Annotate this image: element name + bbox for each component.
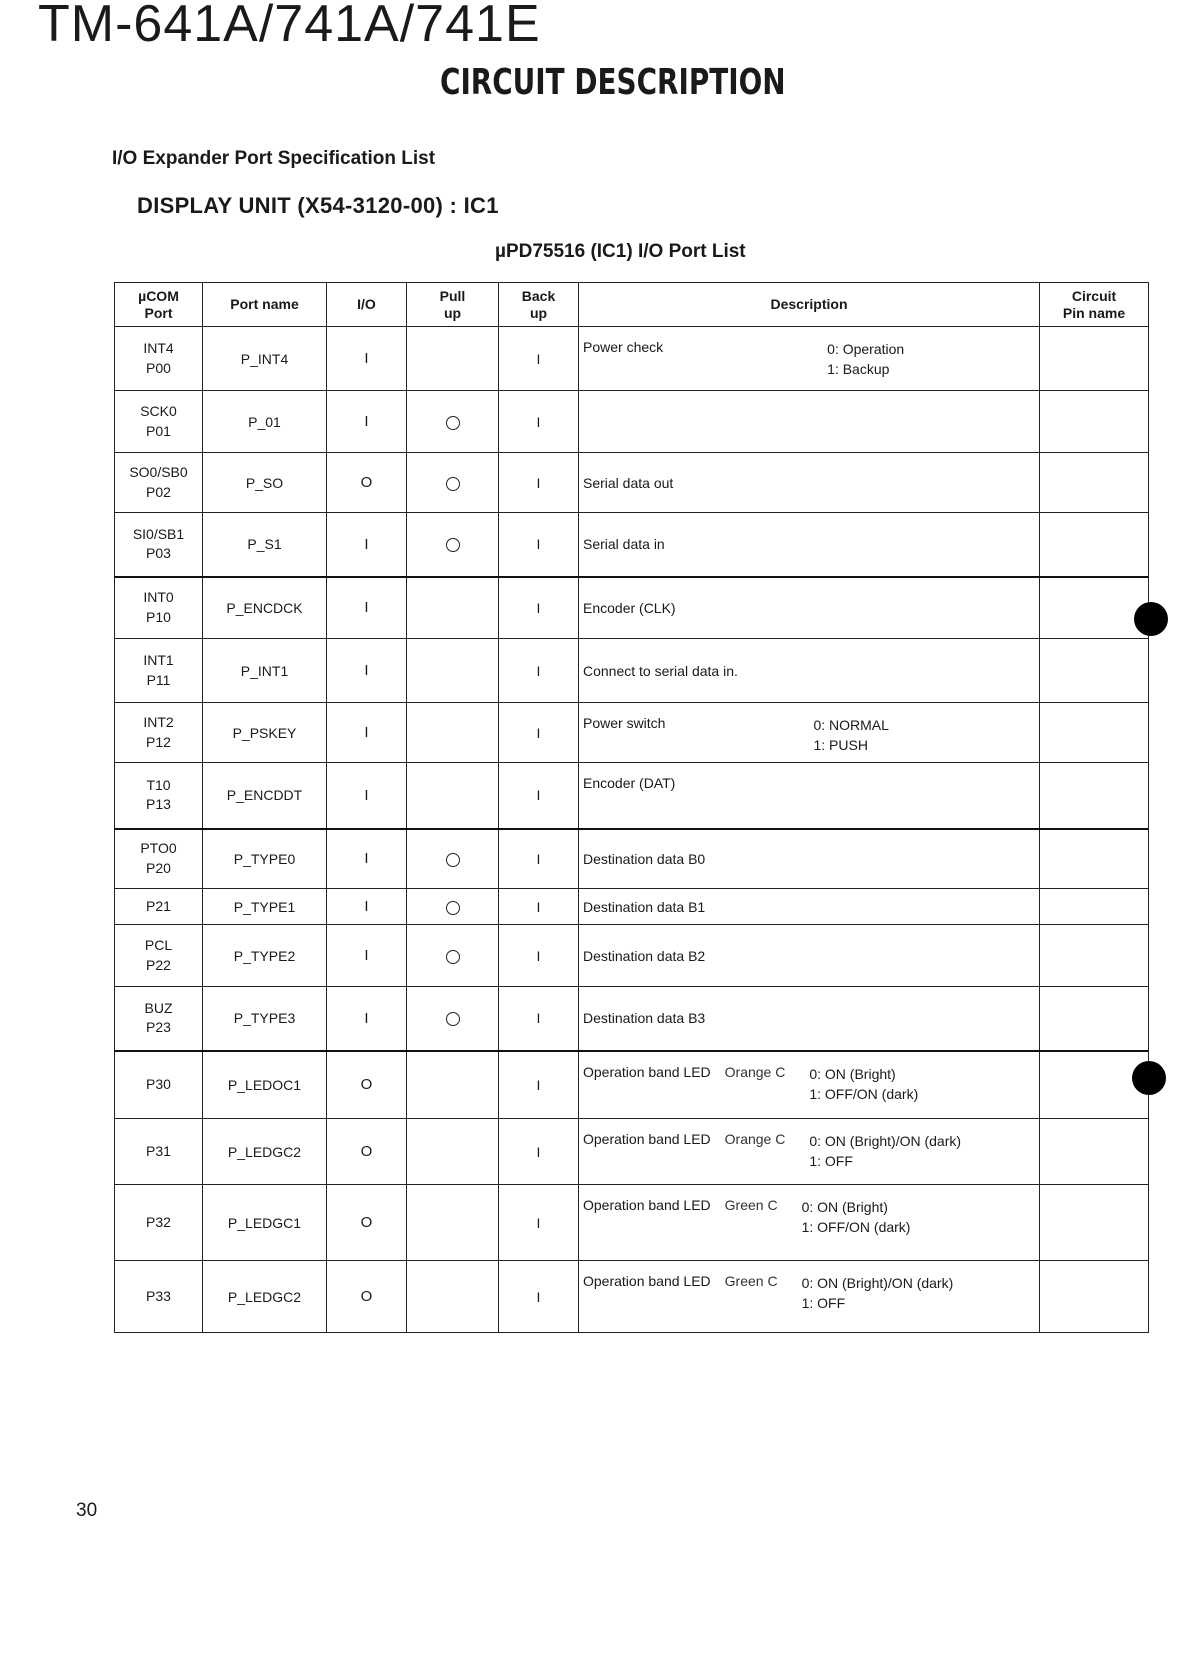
table-row bbox=[115, 513, 1149, 577]
cell-description bbox=[579, 1261, 1040, 1333]
description-content bbox=[583, 851, 1035, 867]
description-values: 0: NORMAL 1: PUSH bbox=[813, 717, 889, 754]
description-content bbox=[583, 715, 1035, 756]
cell-ucom-port: P21 bbox=[115, 889, 203, 925]
table-row bbox=[115, 577, 1149, 639]
table-row bbox=[115, 391, 1149, 453]
cell-port-name: P_ENCDCK bbox=[203, 577, 327, 639]
cell-io: I bbox=[327, 513, 407, 577]
description-note: Orange C bbox=[724, 1063, 786, 1080]
cell-ucom-port: SCK0 P01 bbox=[115, 391, 203, 453]
cell-pull-up bbox=[407, 1261, 499, 1333]
cell-pull-up bbox=[407, 577, 499, 639]
table-header-row bbox=[115, 283, 1149, 327]
circle-mark-icon bbox=[446, 477, 460, 491]
cell-description bbox=[579, 577, 1040, 639]
cell-circuit-pin-name bbox=[1040, 391, 1149, 453]
description-text: Encoder (CLK) bbox=[583, 599, 676, 616]
description-content bbox=[583, 1131, 1035, 1172]
cell-circuit-pin-name bbox=[1040, 1261, 1149, 1333]
description-text: Destination data B1 bbox=[583, 898, 706, 915]
cell-description bbox=[579, 1119, 1040, 1185]
cell-ucom-port: PCL P22 bbox=[115, 925, 203, 987]
cell-port-name: P_TYPE0 bbox=[203, 829, 327, 889]
cell-pull-up bbox=[407, 987, 499, 1051]
io-port-table bbox=[114, 282, 1149, 1333]
cell-io: I bbox=[327, 925, 407, 987]
binder-hole-lower bbox=[1132, 1061, 1166, 1095]
description-content bbox=[583, 1064, 1035, 1105]
cell-back-up: I bbox=[499, 1185, 579, 1261]
description-note: Orange C bbox=[724, 1131, 786, 1147]
cell-io: O bbox=[327, 453, 407, 513]
description-content bbox=[583, 948, 1035, 964]
col-header-ucom-port: µCOM Port bbox=[115, 283, 203, 327]
cell-port-name: P_ENCDDT bbox=[203, 763, 327, 829]
table-body bbox=[115, 327, 1149, 1333]
col-header-description: Description bbox=[579, 283, 1040, 327]
cell-circuit-pin-name bbox=[1040, 453, 1149, 513]
description-content bbox=[583, 1273, 1035, 1314]
cell-port-name: P_S1 bbox=[203, 513, 327, 577]
cell-pull-up bbox=[407, 513, 499, 577]
table-row bbox=[115, 763, 1149, 829]
circle-mark-icon bbox=[446, 538, 460, 552]
cell-port-name: P_01 bbox=[203, 391, 327, 453]
cell-port-name: P_LEDGC2 bbox=[203, 1261, 327, 1333]
cell-circuit-pin-name bbox=[1040, 987, 1149, 1051]
cell-description bbox=[579, 703, 1040, 763]
cell-pull-up bbox=[407, 391, 499, 453]
cell-back-up: I bbox=[499, 987, 579, 1051]
cell-back-up: I bbox=[499, 391, 579, 453]
description-content bbox=[583, 1010, 1035, 1026]
cell-ucom-port: INT0 P10 bbox=[115, 577, 203, 639]
cell-pull-up bbox=[407, 327, 499, 391]
cell-port-name: P_LEDGC2 bbox=[203, 1119, 327, 1185]
section-title: CIRCUIT DESCRIPTION bbox=[440, 62, 786, 103]
cell-circuit-pin-name bbox=[1040, 513, 1149, 577]
description-content bbox=[583, 663, 1035, 679]
table-row bbox=[115, 639, 1149, 703]
cell-description bbox=[579, 1185, 1040, 1261]
cell-circuit-pin-name bbox=[1040, 925, 1149, 987]
cell-back-up: I bbox=[499, 577, 579, 639]
cell-back-up: I bbox=[499, 513, 579, 577]
cell-back-up: I bbox=[499, 453, 579, 513]
description-text: Power check bbox=[583, 339, 664, 355]
cell-description bbox=[579, 987, 1040, 1051]
cell-port-name: P_SO bbox=[203, 453, 327, 513]
cell-port-name: P_PSKEY bbox=[203, 703, 327, 763]
table-row bbox=[115, 829, 1149, 889]
cell-description bbox=[579, 513, 1040, 577]
cell-pull-up bbox=[407, 453, 499, 513]
cell-description bbox=[579, 763, 1040, 829]
cell-port-name: P_TYPE3 bbox=[203, 987, 327, 1051]
cell-circuit-pin-name bbox=[1040, 639, 1149, 703]
description-content bbox=[583, 339, 1035, 380]
cell-io: I bbox=[327, 577, 407, 639]
table-row bbox=[115, 889, 1149, 925]
circle-mark-icon bbox=[446, 416, 460, 430]
cell-description bbox=[579, 327, 1040, 391]
cell-pull-up bbox=[407, 1185, 499, 1261]
cell-port-name: P_LEDGC1 bbox=[203, 1185, 327, 1261]
description-values: 0: ON (Bright)/ON (dark) 1: OFF bbox=[801, 1275, 954, 1312]
binder-hole-upper bbox=[1134, 602, 1168, 636]
cell-ucom-port: INT1 P11 bbox=[115, 639, 203, 703]
unit-title: DISPLAY UNIT (X54-3120-00) : IC1 bbox=[137, 193, 499, 218]
description-text: Operation band LED bbox=[583, 1063, 711, 1080]
description-text: Operation band LED bbox=[583, 1273, 711, 1289]
cell-port-name: P_TYPE2 bbox=[203, 925, 327, 987]
cell-io: O bbox=[327, 1051, 407, 1119]
table-row bbox=[115, 987, 1149, 1051]
cell-back-up: I bbox=[499, 1119, 579, 1185]
circle-mark-icon bbox=[446, 853, 460, 867]
cell-back-up: I bbox=[499, 703, 579, 763]
cell-pull-up bbox=[407, 1119, 499, 1185]
description-note: Green C bbox=[724, 1273, 778, 1289]
cell-pull-up bbox=[407, 889, 499, 925]
circle-mark-icon bbox=[446, 950, 460, 964]
cell-io: I bbox=[327, 327, 407, 391]
cell-pull-up bbox=[407, 763, 499, 829]
cell-back-up: I bbox=[499, 925, 579, 987]
cell-back-up: I bbox=[499, 327, 579, 391]
cell-circuit-pin-name bbox=[1040, 1051, 1149, 1119]
description-content bbox=[583, 899, 1035, 915]
cell-circuit-pin-name bbox=[1040, 829, 1149, 889]
table-row bbox=[115, 925, 1149, 987]
page-number: 30 bbox=[76, 1500, 98, 1521]
table-caption: µPD75516 (IC1) I/O Port List bbox=[495, 241, 746, 262]
description-content bbox=[583, 775, 1035, 791]
cell-port-name: P_LEDOC1 bbox=[203, 1051, 327, 1119]
cell-ucom-port: T10 P13 bbox=[115, 763, 203, 829]
col-header-pull-up: Pull up bbox=[407, 283, 499, 327]
cell-back-up: I bbox=[499, 1051, 579, 1119]
table-row bbox=[115, 327, 1149, 391]
description-values: 0: ON (Bright)/ON (dark) 1: OFF bbox=[809, 1133, 962, 1170]
cell-ucom-port: P31 bbox=[115, 1119, 203, 1185]
circle-mark-icon bbox=[446, 901, 460, 915]
cell-back-up: I bbox=[499, 1261, 579, 1333]
cell-ucom-port: PTO0 P20 bbox=[115, 829, 203, 889]
cell-ucom-port: P33 bbox=[115, 1261, 203, 1333]
cell-circuit-pin-name bbox=[1040, 889, 1149, 925]
description-text: Connect to serial data in. bbox=[583, 662, 738, 679]
cell-io: I bbox=[327, 703, 407, 763]
cell-circuit-pin-name bbox=[1040, 577, 1149, 639]
cell-io: I bbox=[327, 889, 407, 925]
cell-ucom-port: SI0/SB1 P03 bbox=[115, 513, 203, 577]
col-header-port-name: Port name bbox=[203, 283, 327, 327]
description-text: Destination data B2 bbox=[583, 947, 706, 964]
cell-description bbox=[579, 829, 1040, 889]
description-text: Destination data B3 bbox=[583, 1010, 706, 1027]
cell-circuit-pin-name bbox=[1040, 703, 1149, 763]
cell-ucom-port: INT4 P00 bbox=[115, 327, 203, 391]
cell-back-up: I bbox=[499, 763, 579, 829]
cell-description bbox=[579, 1051, 1040, 1119]
cell-circuit-pin-name bbox=[1040, 763, 1149, 829]
cell-pull-up bbox=[407, 829, 499, 889]
description-values: 0: ON (Bright) 1: OFF/ON (dark) bbox=[801, 1199, 911, 1236]
cell-port-name: P_INT4 bbox=[203, 327, 327, 391]
description-text: Serial data out bbox=[583, 474, 674, 491]
cell-io: I bbox=[327, 987, 407, 1051]
model-title: TM-641A/741A/741E bbox=[38, 0, 541, 53]
cell-io: O bbox=[327, 1185, 407, 1261]
cell-port-name: P_TYPE1 bbox=[203, 889, 327, 925]
cell-description bbox=[579, 453, 1040, 513]
cell-back-up: I bbox=[499, 829, 579, 889]
table-row bbox=[115, 453, 1149, 513]
circle-mark-icon bbox=[446, 1012, 460, 1026]
cell-ucom-port: P30 bbox=[115, 1051, 203, 1119]
cell-pull-up bbox=[407, 639, 499, 703]
description-values: 0: ON (Bright) 1: OFF/ON (dark) bbox=[809, 1065, 919, 1102]
description-text: Encoder (DAT) bbox=[583, 775, 676, 791]
cell-circuit-pin-name bbox=[1040, 1119, 1149, 1185]
cell-io: I bbox=[327, 763, 407, 829]
cell-description bbox=[579, 391, 1040, 453]
description-content bbox=[583, 1197, 1035, 1238]
cell-pull-up bbox=[407, 925, 499, 987]
cell-ucom-port: INT2 P12 bbox=[115, 703, 203, 763]
cell-description bbox=[579, 639, 1040, 703]
cell-pull-up bbox=[407, 1051, 499, 1119]
col-header-circuit-pin-name: Circuit Pin name bbox=[1040, 283, 1149, 327]
cell-back-up: I bbox=[499, 639, 579, 703]
cell-io: O bbox=[327, 1261, 407, 1333]
description-text: Power switch bbox=[583, 715, 666, 731]
cell-port-name: P_INT1 bbox=[203, 639, 327, 703]
table-row bbox=[115, 1119, 1149, 1185]
table-row bbox=[115, 703, 1149, 763]
description-text: Operation band LED bbox=[583, 1131, 711, 1147]
col-header-back-up: Back up bbox=[499, 283, 579, 327]
cell-ucom-port: BUZ P23 bbox=[115, 987, 203, 1051]
cell-back-up: I bbox=[499, 889, 579, 925]
cell-io: I bbox=[327, 829, 407, 889]
description-text: Serial data in bbox=[583, 536, 665, 553]
description-text: Operation band LED bbox=[583, 1197, 711, 1213]
table-row bbox=[115, 1261, 1149, 1333]
cell-io: O bbox=[327, 1119, 407, 1185]
description-content bbox=[583, 600, 1035, 616]
cell-circuit-pin-name bbox=[1040, 1185, 1149, 1261]
cell-circuit-pin-name bbox=[1040, 327, 1149, 391]
description-content bbox=[583, 475, 1035, 491]
subtitle: I/O Expander Port Specification List bbox=[112, 148, 436, 169]
description-content bbox=[583, 536, 1035, 552]
cell-description bbox=[579, 925, 1040, 987]
description-text: Destination data B0 bbox=[583, 850, 706, 867]
table-row bbox=[115, 1051, 1149, 1119]
table-row bbox=[115, 1185, 1149, 1261]
description-note: Green C bbox=[724, 1197, 778, 1213]
cell-pull-up bbox=[407, 703, 499, 763]
cell-io: I bbox=[327, 391, 407, 453]
cell-description bbox=[579, 889, 1040, 925]
col-header-io: I/O bbox=[327, 283, 407, 327]
cell-io: I bbox=[327, 639, 407, 703]
cell-ucom-port: P32 bbox=[115, 1185, 203, 1261]
cell-ucom-port: SO0/SB0 P02 bbox=[115, 453, 203, 513]
description-values: 0: Operation 1: Backup bbox=[827, 341, 905, 378]
